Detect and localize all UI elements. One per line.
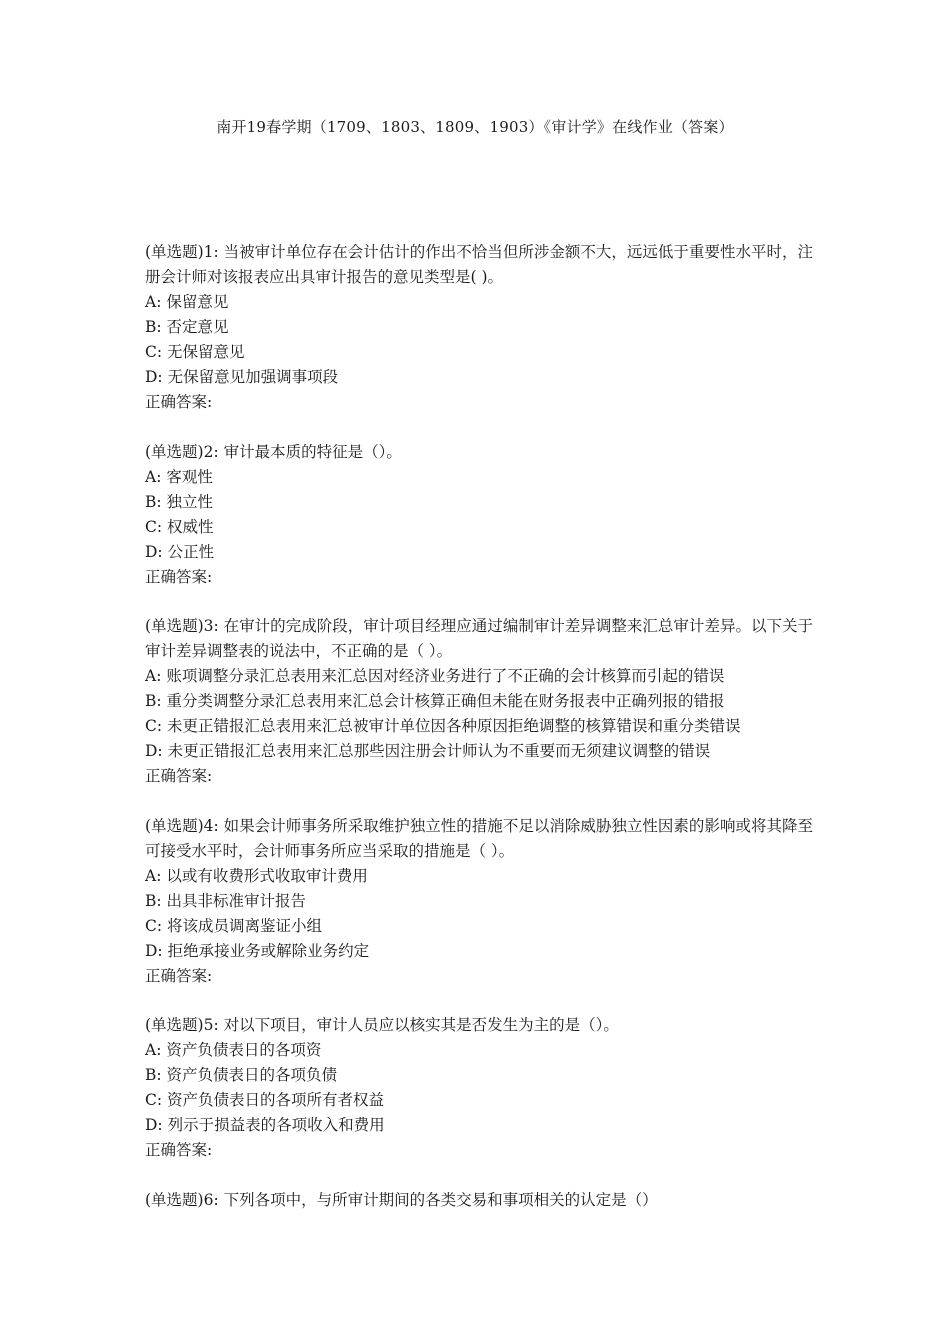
option-b: B: 出具非标准审计报告	[145, 891, 307, 910]
question-5	[145, 1013, 813, 1163]
option-d: D: 未更正错报汇总表用来汇总那些因注册会计师认为不重要而无须建议调整的错误	[145, 742, 711, 760]
answer-label: 正确答案:	[145, 567, 213, 586]
option-c: C: 将该成员调离鉴证小组	[145, 916, 323, 935]
question-text: (单选题)3: 在审计的完成阶段，审计项目经理应通过编制审计差异调整来汇总审计差异。以下关于审计差异调整表的说法中，不正确的是（ ）。	[145, 617, 813, 660]
option-d: D: 列示于损益表的各项收入和费用	[145, 1116, 385, 1134]
question-list	[145, 240, 813, 1237]
document-title: 南开19春学期（1709、1803、1809、1903）《审计学》在线作业（答案）	[216, 118, 734, 136]
option-b: B: 否定意见	[145, 318, 229, 336]
option-a: A: 客观性	[145, 467, 213, 486]
question-text: (单选题)6: 下列各项中，与所审计期间的各类交易和事项相关的认定是（）	[145, 1190, 658, 1209]
answer-label: 正确答案:	[145, 767, 213, 785]
question-4	[145, 814, 813, 989]
option-c: C: 资产负债表日的各项所有者权益	[145, 1091, 385, 1109]
question-6	[145, 1188, 813, 1213]
option-d: D: 拒绝承接业务或解除业务约定	[145, 941, 370, 960]
question-2	[145, 440, 813, 590]
question-text: (单选题)1: 当被审计单位存在会计估计的作出不恰当但所涉金额不大，远远低于重要性水平时，注册会计师对该报表应出具审计报告的意见类型是( )。	[145, 243, 813, 286]
question-text: (单选题)4: 如果会计师事务所采取维护独立性的措施不足以消除威胁独立性因素的影响或将其降至可接受水平时，会计师事务所应当采取的措施是（ ）。	[145, 816, 813, 860]
option-c: C: 权威性	[145, 517, 214, 536]
option-c: C: 未更正错报汇总表用来汇总被审计单位因各种原因拒绝调整的核算错误和重分类错误	[145, 717, 741, 735]
question-1	[145, 240, 813, 415]
option-d: D: 无保留意见加强调事项段	[145, 368, 339, 386]
answer-label: 正确答案:	[145, 393, 213, 411]
answer-label: 正确答案:	[145, 966, 213, 985]
answer-label: 正确答案:	[145, 1141, 213, 1159]
option-a: A: 保留意见	[145, 293, 229, 311]
option-b: B: 独立性	[145, 492, 214, 511]
option-b: B: 资产负债表日的各项负债	[145, 1066, 338, 1084]
question-text: (单选题)5: 对以下项目，审计人员应以核实其是否发生为主的是（）。	[145, 1016, 619, 1034]
option-a: A: 资产负债表日的各项资	[145, 1041, 322, 1059]
option-a: A: 以或有收费形式收取审计费用	[145, 866, 368, 885]
question-3	[145, 614, 813, 789]
option-b: B: 重分类调整分录汇总表用来汇总会计核算正确但未能在财务报表中正确列报的错报	[145, 692, 725, 710]
option-c: C: 无保留意见	[145, 343, 245, 361]
option-d: D: 公正性	[145, 542, 215, 561]
question-text: (单选题)2: 审计最本质的特征是（）。	[145, 442, 402, 461]
option-a: A: 账项调整分录汇总表用来汇总因对经济业务进行了不正确的会计核算而引起的错误	[145, 667, 725, 685]
